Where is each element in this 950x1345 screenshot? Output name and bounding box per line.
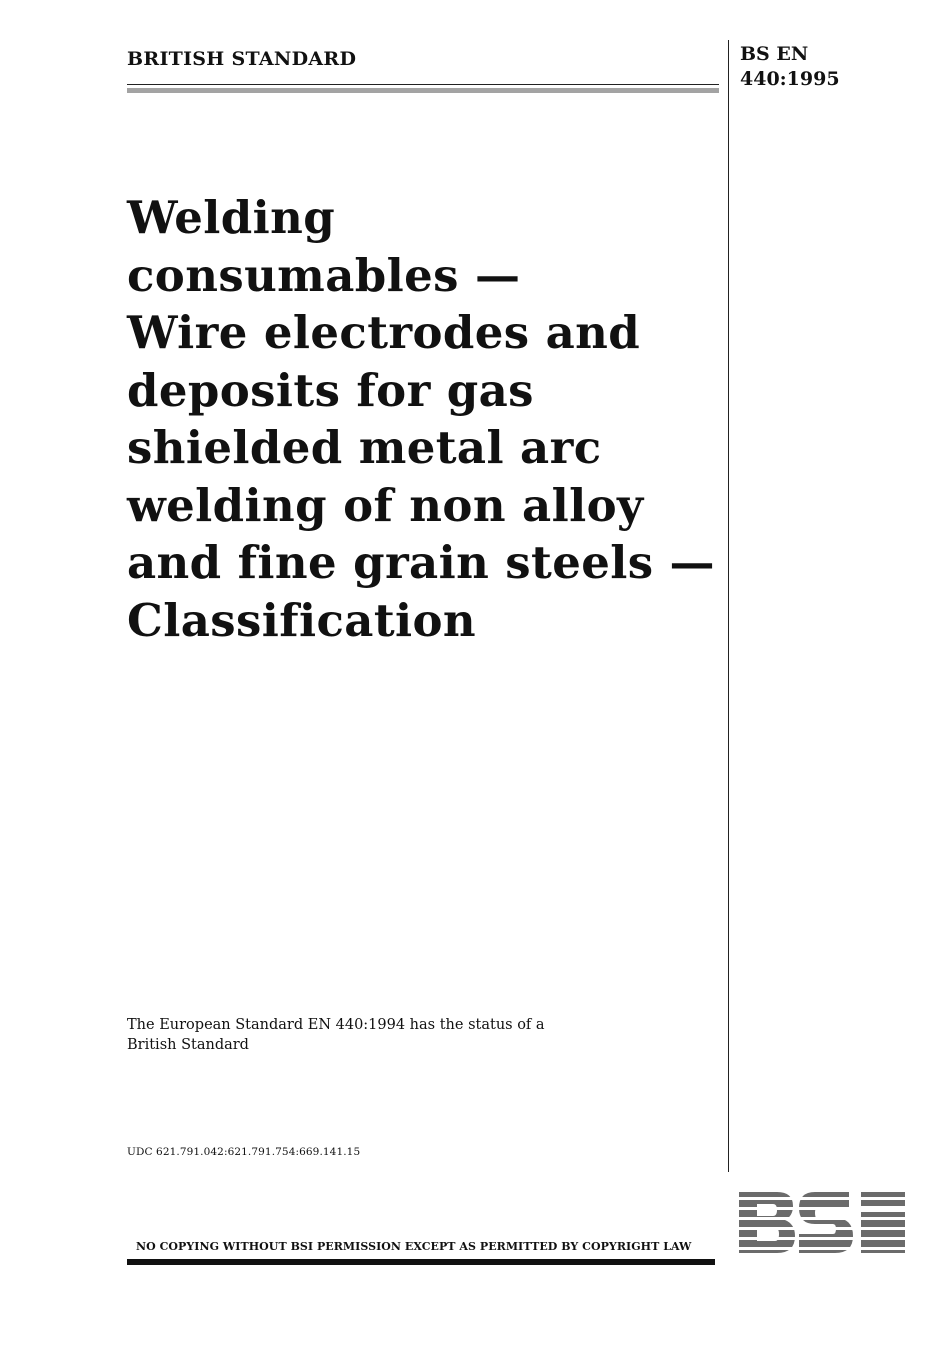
status-note-line1: The European Standard EN 440:1994 has the status of a [127, 1017, 545, 1033]
header-rule-thin [127, 84, 719, 85]
status-note-line2: British Standard [127, 1037, 249, 1053]
footer-rule [127, 1259, 715, 1265]
status-note [127, 1015, 545, 1055]
document-title [127, 189, 717, 649]
standard-number-line2: 440:1995 [740, 68, 840, 90]
title-line: and fine grain steels — [127, 536, 715, 589]
header-rule-thick [127, 88, 719, 93]
title-line: welding of non alloy [127, 478, 644, 532]
standard-number [740, 42, 840, 92]
udc-classification: UDC 621.791.042:621.791.754:669.141.15 [127, 1146, 361, 1158]
title-line: Welding [127, 191, 336, 244]
standard-number-line1: BS EN [740, 43, 809, 65]
title-line: Wire electrodes and [127, 306, 641, 359]
header-label: BRITISH STANDARD [127, 48, 357, 70]
title-line: Classification [127, 593, 477, 647]
title-line: deposits for gas [127, 363, 534, 417]
vertical-divider [728, 40, 729, 1172]
bsi-logo-icon [737, 1190, 907, 1255]
copyright-notice: NO COPYING WITHOUT BSI PERMISSION EXCEPT AS PERMITTED BY COPYRIGHT LAW [136, 1240, 692, 1253]
title-line: consumables — [127, 248, 521, 302]
title-line: shielded metal arc [127, 421, 602, 474]
